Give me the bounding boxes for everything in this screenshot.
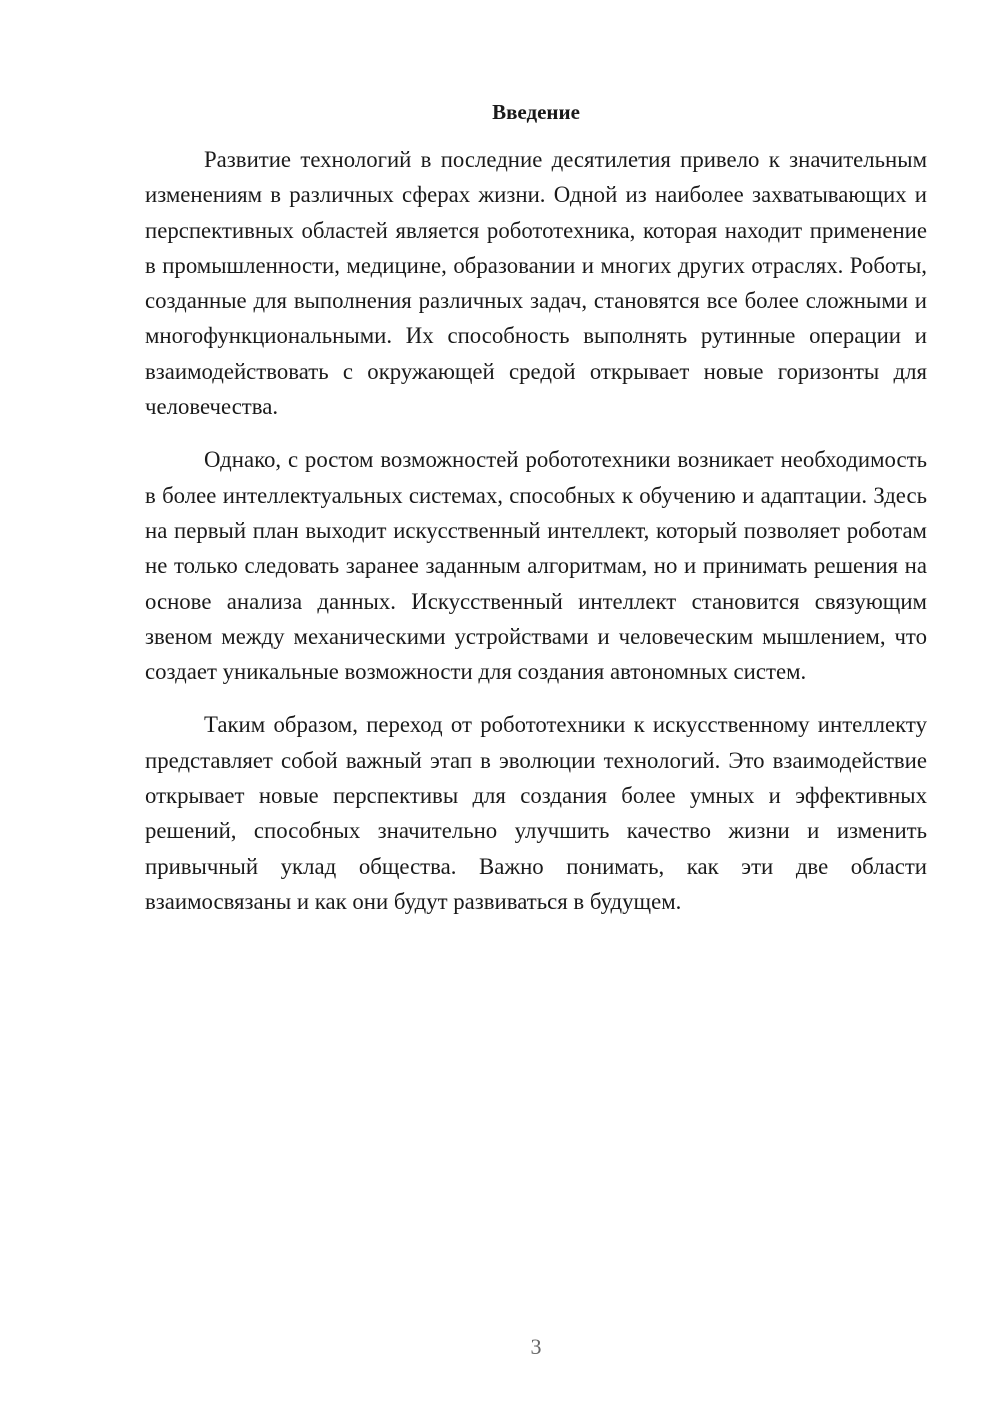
body-text xyxy=(145,142,927,937)
paragraph-2: Однако, с ростом возможностей робототехники возникает необходимость в более интеллектуальных системах, способных к обучению и адаптации. Здесь на первый план выходит искусственный интеллект, который позволяет роботам не только следовать заранее заданным алгоритмам, но и принимать решения на основе анализа данных. Искусственный интеллект становится связующим звеном между механическими устройствами и человеческим мышлением, что создает уникальные возможности для создания автономных систем. xyxy=(145,447,927,685)
page-number: 3 xyxy=(530,1334,542,1359)
paragraph-1: Развитие технологий в последние десятилетия привело к значительным изменениям в различных сферах жизни. Одной из наиболее захватывающих и перспективных областей является робототехника, которая находит применение в промышленности, медицине, образовании и многих других отраслях. Роботы, созданные для выполнения различных задач, становятся все более сложными и многофункциональными. Их способность выполнять рутинные операции и взаимодействовать с окружающей средой открывает новые горизонты для человечества. xyxy=(145,147,927,420)
paragraph-3: Таким образом, переход от робототехники к искусственному интеллекту представляет собой важный этап в эволюции технологий. Это взаимодействие открывает новые перспективы для создания более умных и эффективных решений, способных значительно улучшить качество жизни и изменить привычный уклад общества. Важно понимать, как эти две области взаимосвязаны и как они будут развиваться в будущем. xyxy=(145,712,927,914)
section-heading: Введение xyxy=(492,100,580,124)
